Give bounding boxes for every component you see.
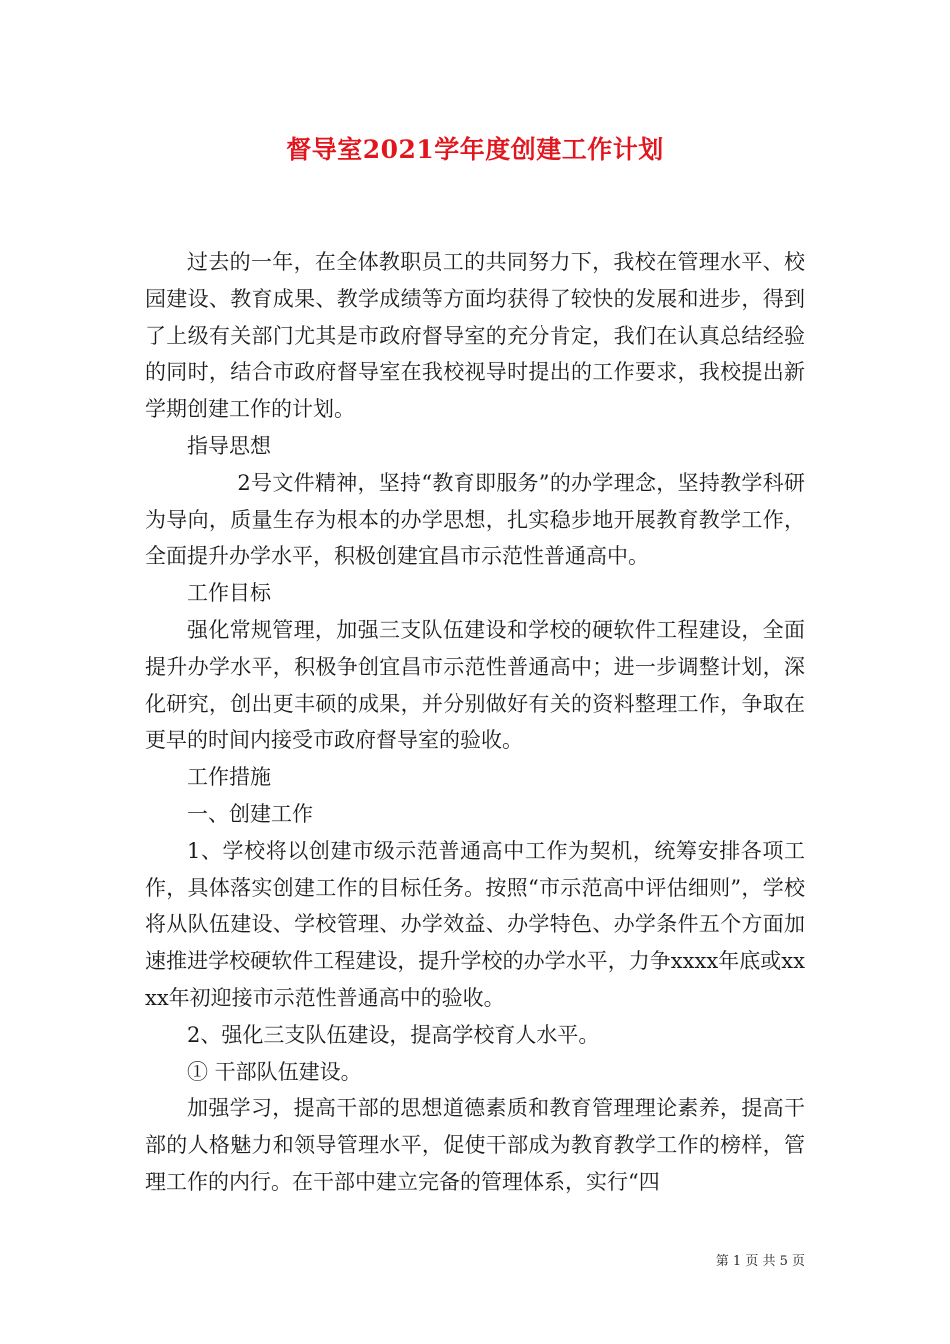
heading-work-measures: 工作措施 <box>187 765 271 790</box>
heading-guiding-ideology: 指导思想 <box>187 433 271 458</box>
paragraph-guiding-ideology: 2号文件精神，坚持“教育即服务”的办学理念，坚持教学科研为导向，质量生存为根本的办学思想，扎实稳步地开展教育教学工作，全面提升办学水平，积极创建宜昌市示范性普通高中。 <box>145 470 805 569</box>
document-body <box>145 244 805 1201</box>
page-number-footer: 第 1 页 共 5 页 <box>715 1254 805 1269</box>
paragraph-item-1: 1、学校将以创建市级示范普通高中工作为契机，统筹安排各项工作，具体落实创建工作的目标任务。按照“市示范高中评估细则”，学校将从队伍建设、学校管理、办学效益、办学特色、办学条件五个方面加速推进学校硬软件工程建设，提升学校的办学水平，力争xxxx年底或xxxx年初迎接市示范性普通高中的验收。 <box>145 838 805 1010</box>
document-title: 督导室2021学年度创建工作计划 <box>286 135 664 164</box>
paragraph-cadre-team: 加强学习，提高干部的思想道德素质和教育管理理论素养，提高干部的人格魅力和领导管理水平，促使干部成为教育教学工作的榜样，管理工作的内行。在干部中建立完备的管理体系，实行“四 <box>145 1096 805 1194</box>
heading-cadre-team: ① 干部队伍建设。 <box>187 1059 362 1084</box>
heading-work-goals: 工作目标 <box>187 581 271 606</box>
paragraph-item-2: 2、强化三支队伍建设，提高学校育人水平。 <box>187 1022 600 1047</box>
heading-section-one: 一、创建工作 <box>187 801 313 826</box>
paragraph-intro: 过去的一年，在全体教职员工的共同努力下，我校在管理水平、校园建设、教育成果、教学成绩等方面均获得了较快的发展和进步，得到了上级有关部门尤其是市政府督导室的充分肯定，我们在认真总结经验的同时，结合市政府督导室在我校视导时提出的工作要求，我校提出新学期创建工作的计划。 <box>145 250 805 422</box>
paragraph-work-goals: 强化常规管理，加强三支队伍建设和学校的硬软件工程建设，全面提升办学水平，积极争创宜昌市示范性普通高中；进一步调整计划，深化研究，创出更丰硕的成果，并分别做好有关的资料整理工作，争取在更早的时间内接受市政府督导室的验收。 <box>145 617 805 753</box>
